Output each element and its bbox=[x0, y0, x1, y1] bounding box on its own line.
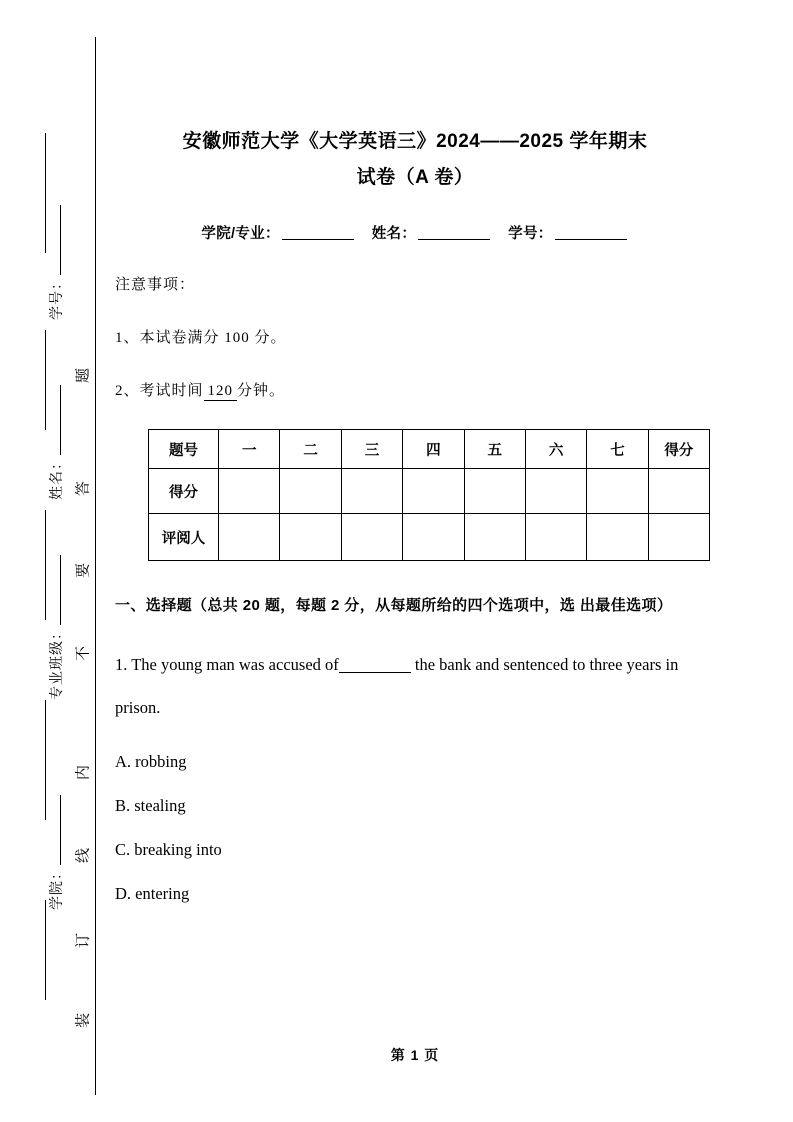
margin-field-student-name-blank[interactable] bbox=[60, 385, 61, 455]
page-footer: 第 1 页 bbox=[390, 1047, 440, 1063]
score-cell[interactable] bbox=[219, 469, 280, 514]
question-1-option-c[interactable]: C. breaking into bbox=[115, 840, 222, 859]
marker-cell[interactable] bbox=[403, 514, 464, 561]
notice-item-1: 1、本试卷满分 100 分。 bbox=[115, 330, 287, 346]
margin-field-student-id-label: 学号： bbox=[50, 275, 65, 320]
sealing-notice-char: 答 bbox=[75, 481, 92, 497]
college-major-input[interactable] bbox=[282, 239, 354, 240]
score-table-row-label: 评阅人 bbox=[149, 514, 219, 561]
question-1-number: 1. bbox=[115, 655, 128, 674]
notice-item-2-prefix: 2、考试时间 bbox=[115, 383, 204, 399]
score-table-col-header: 一 bbox=[219, 430, 280, 469]
score-table-col-header: 六 bbox=[525, 430, 586, 469]
question-1-blank[interactable] bbox=[339, 672, 411, 673]
score-cell[interactable] bbox=[403, 469, 464, 514]
page-title-line-1: 安徽师范大学《大学英语三》2024——2025 学年期末 bbox=[182, 131, 648, 152]
margin-field-major-class-blank[interactable] bbox=[60, 555, 61, 625]
question-1-text bbox=[115, 625, 715, 729]
margin-field-college-blank[interactable] bbox=[60, 795, 61, 865]
name-label: 姓名： bbox=[371, 226, 417, 242]
score-table-col-header: 四 bbox=[403, 430, 464, 469]
score-cell[interactable] bbox=[525, 469, 586, 514]
score-table-col-header: 二 bbox=[280, 430, 341, 469]
question-1-option-b[interactable]: B. stealing bbox=[115, 796, 186, 815]
college-major-label: 学院/专业： bbox=[201, 226, 280, 242]
notice-item-2 bbox=[115, 347, 715, 401]
margin-field-college-label: 学院： bbox=[50, 865, 65, 910]
margin-field-major-class-label: 专业班级： bbox=[50, 625, 65, 700]
table-row bbox=[149, 469, 710, 514]
score-cell[interactable] bbox=[648, 469, 709, 514]
margin-field-student-name-label: 姓名： bbox=[50, 455, 65, 500]
score-table-col-header: 七 bbox=[587, 430, 648, 469]
score-table-col-header: 得分 bbox=[648, 430, 709, 469]
marker-cell[interactable] bbox=[219, 514, 280, 561]
marker-cell[interactable] bbox=[525, 514, 586, 561]
student-id-label: 学号： bbox=[508, 226, 553, 242]
question-1-option-a[interactable]: A. robbing bbox=[115, 752, 187, 771]
sealing-notice-char: 不 bbox=[75, 646, 92, 662]
score-table-row-label: 题号 bbox=[149, 430, 219, 469]
margin-field-student-id-blank[interactable] bbox=[60, 205, 61, 275]
score-table-col-header: 五 bbox=[464, 430, 525, 469]
margin-field-major-class[interactable] bbox=[46, 555, 66, 700]
exam-duration-value: 120 bbox=[204, 383, 238, 401]
marker-cell[interactable] bbox=[464, 514, 525, 561]
table-row bbox=[149, 514, 710, 561]
margin-field-student-name[interactable] bbox=[46, 385, 66, 500]
marker-cell[interactable] bbox=[280, 514, 341, 561]
notice-item-2-suffix: 分钟。 bbox=[237, 383, 286, 399]
section-heading-line-1: 一、选择题（总共 20 题，每题 2 分，从每题所给的四个选项中，选 bbox=[115, 597, 576, 614]
score-cell[interactable] bbox=[280, 469, 341, 514]
sealing-notice-char: 内 bbox=[75, 765, 92, 781]
page-title bbox=[115, 0, 715, 196]
marker-cell[interactable] bbox=[587, 514, 648, 561]
score-table bbox=[148, 429, 710, 561]
name-input[interactable] bbox=[418, 239, 490, 240]
section-heading-line-2: 出最佳选项） bbox=[579, 597, 673, 614]
sealing-line-segment bbox=[45, 900, 46, 1000]
score-cell[interactable] bbox=[464, 469, 525, 514]
section-heading bbox=[115, 561, 715, 625]
table-row bbox=[149, 430, 710, 469]
student-id-input[interactable] bbox=[555, 239, 627, 240]
score-cell[interactable] bbox=[341, 469, 402, 514]
sealing-notice-char: 线 bbox=[75, 848, 92, 864]
marker-cell[interactable] bbox=[648, 514, 709, 561]
sealing-notice-char: 订 bbox=[75, 933, 92, 949]
page-title-line-2: 试卷（A 卷） bbox=[356, 167, 474, 188]
question-1-text-before: The young man was accused of bbox=[131, 655, 339, 674]
question-1-text-after: the bank and sentenced to three years in prison. bbox=[115, 655, 679, 717]
margin-field-student-id[interactable] bbox=[46, 205, 66, 320]
score-cell[interactable] bbox=[587, 469, 648, 514]
sealing-notice-char: 要 bbox=[75, 563, 92, 579]
score-table-row-label: 得分 bbox=[149, 469, 219, 514]
notices-heading: 注意事项： bbox=[115, 277, 196, 293]
margin-field-college[interactable] bbox=[46, 795, 66, 910]
sealing-notice-char: 装 bbox=[75, 1013, 92, 1029]
question-1-option-d[interactable]: D. entering bbox=[115, 884, 190, 903]
score-table-col-header: 三 bbox=[341, 430, 402, 469]
marker-cell[interactable] bbox=[341, 514, 402, 561]
sealing-line-main bbox=[95, 37, 96, 1095]
exam-paper-body bbox=[115, 0, 715, 1122]
student-info-line bbox=[115, 196, 715, 243]
sealing-notice-char: 题 bbox=[75, 368, 92, 384]
